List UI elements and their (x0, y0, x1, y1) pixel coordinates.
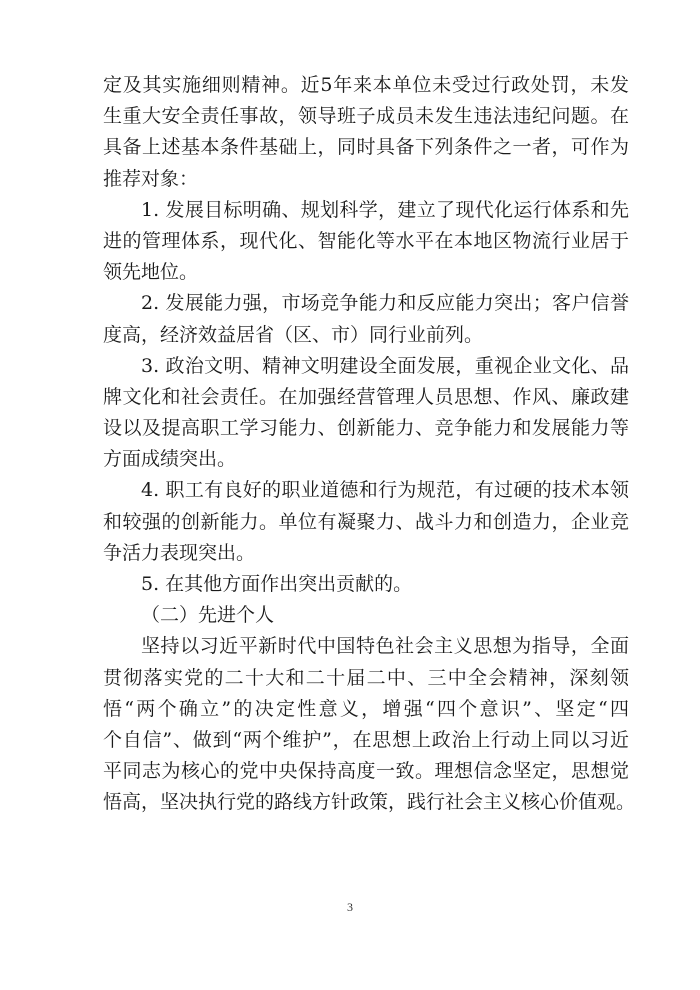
text-line: 方面成绩突出。 (103, 448, 237, 471)
text-line: 2. 发展能力强，市场竞争能力和反应能力突出；客户信誉 (141, 292, 629, 315)
text-line: 个自信”、做到“两个维护”，在思想上政治上行动上同以习近 (103, 728, 629, 751)
text-line: 生重大安全责任事故，领导班子成员未发生违法违纪问题。在 (103, 105, 629, 128)
text-line: 进的管理体系，现代化、智能化等水平在本地区物流行业居于 (103, 229, 629, 252)
text-line: 4. 职工有良好的职业道德和行为规范，有过硬的技术本领 (141, 479, 629, 502)
text-line: 平同志为核心的党中央保持高度一致。理想信念坚定，思想觉 (103, 760, 629, 783)
text-line: 贯彻落实党的二十大和二十届二中、三中全会精神，深刻领 (103, 666, 629, 689)
text-line: 牌文化和社会责任。在加强经营管理人员思想、作风、廉政建 (103, 385, 629, 408)
text-line: 5. 在其他方面作出突出贡献的。 (141, 573, 413, 595)
text-line: 推荐对象： (103, 167, 199, 190)
text-line: 悟“两个确立”的决定性意义，增强“四个意识”、坚定“四 (103, 697, 629, 720)
text-line: 设以及提高职工学习能力、创新能力、竞争能力和发展能力等 (103, 417, 629, 440)
text-line: 悟高，坚决执行党的路线方针政策，践行社会主义核心价值观。 (103, 791, 636, 814)
text-line: 1. 发展目标明确、规划科学，建立了现代化运行体系和先 (141, 198, 629, 221)
text-line: 争活力表现突出。 (103, 541, 256, 564)
text-line: 定及其实施细则精神。近5年来本单位未受过行政处罚，未发 (103, 74, 629, 96)
text-line: （二）先进个人 (141, 604, 275, 627)
text-line: 和较强的创新能力。单位有凝聚力、战斗力和创造力，企业竞 (103, 510, 629, 533)
text-line: 坚持以习近平新时代中国特色社会主义思想为指导，全面 (141, 635, 629, 658)
document-body (103, 70, 636, 819)
page-number: 3 (347, 900, 353, 914)
text-line: 度高，经济效益居省（区、市）同行业前列。 (103, 323, 484, 346)
text-line: 领先地位。 (103, 261, 199, 284)
text-line: 3. 政治文明、精神文明建设全面发展，重视企业文化、品 (141, 354, 629, 377)
text-line: 具备上述基本条件基础上，同时具备下列条件之一者，可作为 (103, 136, 629, 159)
